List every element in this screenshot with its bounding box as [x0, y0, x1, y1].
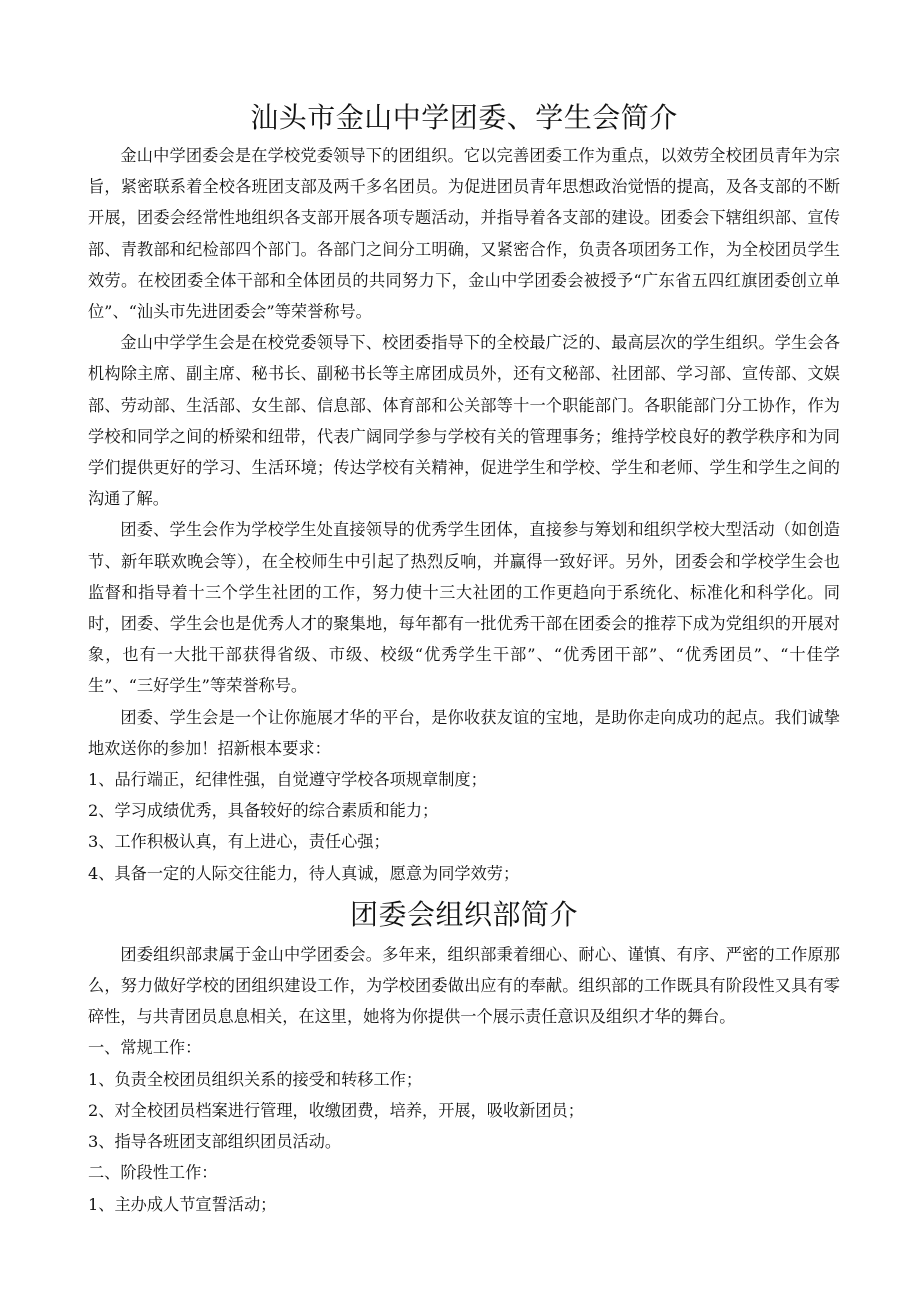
requirement-item: 3、工作积极认真，有上进心，责任心强；: [88, 832, 390, 852]
document-title: 汕头市金山中学团委、学生会简介: [250, 101, 678, 134]
routine-heading: 一、常规工作：: [88, 1038, 202, 1058]
routine-item: 2、对全校团员档案进行管理，收缴团费，培养，开展，吸收新团员；: [88, 1100, 584, 1120]
document-page: [88, 96, 840, 1220]
section-title: 团委会组织部简介: [349, 897, 578, 931]
routine-item: 1、负责全校团员组织关系的接受和转移工作；: [88, 1069, 423, 1089]
section-intro-paragraph: 团委组织部隶属于金山中学团委会。多年来，组织部秉着细心、耐心、谨慎、有序、严密的工作原那么，努力做好学校的团组织建设工作，为学校团委做出应有的奉献。组织部的工作既具有阶段性又具有零碎性，与共青团员息息相关，在这里，她将为你提供一个展示责任意识及组织才华的舞台。: [88, 944, 840, 1027]
intro-paragraph-activities: 团委、学生会作为学校学生处直接领导的优秀学生团体，直接参与筹划和组织学校大型活动（如创造节、新年联欢晚会等），在全校师生中引起了热烈反响，并赢得一致好评。另外，团委会和学校学生会也监督和指导着十三个学生社团的工作，努力使十三大社团的工作更趋向于系统化、标准化和科学化。同时，团委、学生会也是优秀人才的聚集地，每年都有一批优秀干部在团委会的推荐下成为党组织的开展对象，也有一大批干部获得省级、市级、校级“优秀学生干部”、“优秀团干部”、“优秀团员”、“十佳学生”、“三好学生”等荣誉称号。: [88, 520, 840, 696]
intro-paragraph-student-union: 金山中学学生会是在校党委领导下、校团委指导下的全校最广泛的、最高层次的学生组织。学生会各机构除主席、副主席、秘书长、副秘书长等主席团成员外，还有文秘部、社团部、学习部、宣传部、文娱部、劳动部、生活部、女生部、信息部、体育部和公关部等十一个职能部门。各职能部门分工协作，作为学校和同学之间的桥梁和纽带，代表广阔同学参与学校有关的管理事务；维持学校良好的教学秩序和为同学们提供更好的学习、生活环境；传达学校有关精神，促进学生和学校、学生和老师、学生和学生之间的沟通了解。: [88, 333, 840, 509]
requirement-item: 2、学习成绩优秀，具备较好的综合素质和能力；: [88, 801, 439, 821]
stage-heading: 二、阶段性工作：: [88, 1163, 218, 1183]
routine-item: 3、指导各班团支部组织团员活动。: [88, 1132, 342, 1152]
stage-item: 1、主办成人节宣誓活动；: [88, 1194, 277, 1214]
requirement-item: 4、具备一定的人际交往能力，待人真诚，愿意为同学效劳；: [88, 863, 520, 883]
intro-paragraph-invitation: 团委、学生会是一个让你施展才华的平台，是你收获友谊的宝地，是助你走向成功的起点。我们诚挚地欢送你的参加！招新根本要求：: [88, 707, 840, 758]
requirement-item: 1、品行端正，纪律性强，自觉遵守学校各项规章制度；: [88, 770, 487, 790]
intro-paragraph-youth-league: 金山中学团委会是在学校党委领导下的团组织。它以完善团委工作为重点，以效劳全校团员青年为宗旨，紧密联系着全校各班团支部及两千多名团员。为促进团员青年思想政治觉悟的提高，及各支部的不断开展，团委会经常性地组织各支部开展各项专题活动，并指导着各支部的建设。团委会下辖组织部、宣传部、青教部和纪检部四个部门。各部门之间分工明确，又紧密合作，负责各项团务工作，为全校团员学生效劳。在校团委全体干部和全体团员的共同努力下，金山中学团委会被授予“广东省五四红旗团委创立单位”、“汕头市先进团委会”等荣誉称号。: [88, 146, 840, 322]
